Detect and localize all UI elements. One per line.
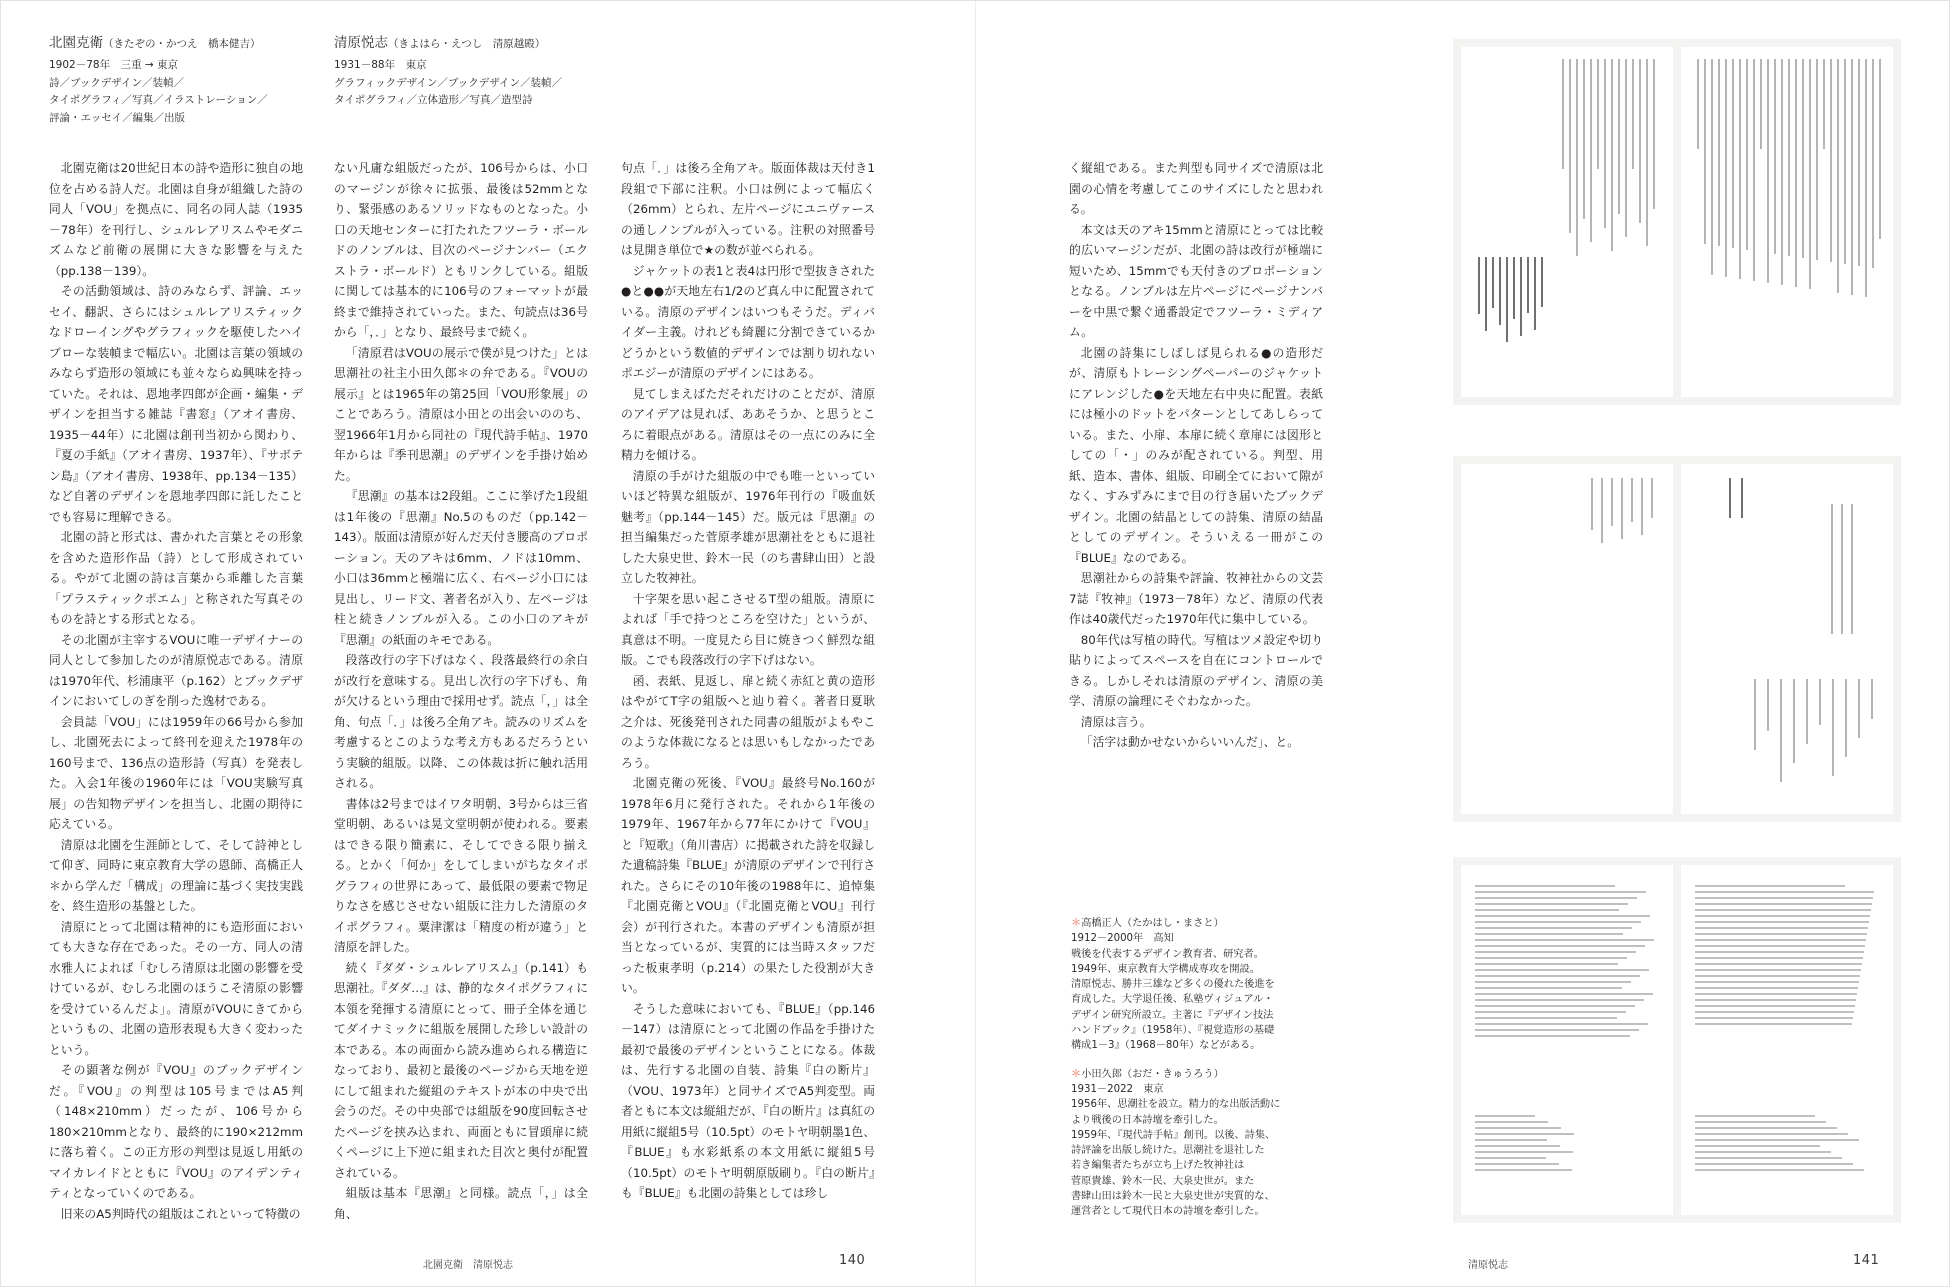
thumbnail-page-right [1681,865,1893,1215]
thumbnail-text-line [1795,59,1797,287]
thumbnail-text-line [1739,59,1741,279]
bio-kiyohara [334,33,562,110]
body-paragraph: ない凡庸な組版だったが、106号からは、小口のマージンが徐々に拡張、最後は52mmとなり、緊張感のあるソリッドなものとなった。小口の天地センターに打たれたフツーラ・ボールドのノンブルは、目次のページナンバー（エクストラ・ボールド）ともリンクしている。組版に関しては基本的に106号のフォーマットが最終まで維持されていった。また、句読点は36号から「，．」となり、最終号まで続く。 [334,161,588,339]
thumbnail-text-line [1872,59,1874,268]
body-column-3 [621,158,875,1204]
thumbnail-text-line [1591,478,1593,530]
footnotes [1071,916,1281,1233]
thumbnail-text-line [1695,1005,1855,1007]
thumbnail-text-line [1695,1151,1831,1153]
thumbnail-text-line [1858,59,1860,266]
thumbnail-text-line [1754,679,1756,750]
thumbnail-text-line [1851,504,1853,634]
thumbnail-text-line [1819,679,1821,725]
body-paragraph: 清原の手がけた組版の中でも唯一といっていいほど特異な組版が、1976年刊行の『吸血妖魅考』（pp.144－145）だ。版元は『思潮』の担当編集だった菅原孝雄が思潮社をともに退社した大泉史世、鈴木一民（のち書肆山田）と設立した牧神社。 [621,468,875,585]
thumbnail-text-line [1780,679,1782,782]
thumbnail-text-line [1816,59,1818,260]
thumbnail-text-line [1695,1163,1853,1165]
thumbnail-text-line [1695,993,1857,995]
thumbnail-text-line [1475,1151,1573,1153]
thumbnail-text-line [1845,679,1847,757]
body-paragraph: 「清原君はVOUの展示で僕が見つけた」とは思潮社の社主小田久郎＊の弁である。『VOUの展示』とは1965年の第25回「VOU形象展」のことであろう。清原は小田との出会いののち、翌1966年1月から同社の『現代詩手帖』、1970年からは『季刊思潮』のデザインを手掛け始めた。 [334,345,588,483]
thumbnail-text-line [1802,59,1804,258]
thumbnail-text-line [1475,993,1653,995]
thumbnail-text-line [1879,59,1881,239]
page-number-left: 140 [839,1253,866,1268]
thumbnail-text-line [1831,504,1833,634]
thumbnail-text-line [1753,59,1755,281]
body-paragraph: 北園克衛の死後、『VOU』最終号No.160が1978年6月に発行された。それから1年後の1979年、1967年から77年にかけて『VOU』と『短歌』（角川書店）に掲載された詩を収録した遺稿詩集『BLUE』が清原のデザインで刊行された。さらにその10年後の1988年に、追悼集『北園克衛とVOU』（『北園克衛とVOU』刊行会）が刊行された。本書のデザインも清原が担当となっているが、実質的には当時スタッフだった板東孝明（p.214）の果たした役割が大きい。 [621,776,875,995]
body-paragraph: 十字架を思い起こさせるT型の組版。清原によれば「手で持つところを空けた」というが、真意は不明。一度見たら目に焼きつく鮮烈な組版。こでも段落改行の字下げはない。 [621,591,875,667]
thumbnail-text-line [1590,59,1592,242]
page-number-right: 141 [1853,1253,1880,1268]
thumbnail-text-line [1871,679,1873,719]
thumbnail-text-line [1562,59,1564,169]
body-paragraph: 書体は2号まではイワタ明朝、3号からは三省堂明朝、あるいは晃文堂明朝が使われる。要素はできる限り簡素に、そしてできる限り揃える。とかく「何か」をしてしまいがちなタイポグラフィの世界にあって、最低限の要素で物足りなさを感じさせない組版に注力した清原のタイポグラフィ。粟津潔は「精度の桁が違う」と清原を評した。 [334,796,588,954]
thumbnail-text-line [1695,1127,1837,1129]
thumbnail-text-line [1695,957,1863,959]
thumbnail-text-line [1475,1029,1639,1031]
running-head-left: 北園克衛 清原悦志 [423,1260,513,1271]
thumbnail-kyuketsu-spread [1453,857,1901,1223]
thumbnail-text-line [1499,257,1501,325]
body-paragraph: 本文は天のアキ15mmと清原にとっては比較的広いマージンだが、北園の詩は改行が極端に短いため、15mmでも天付きのプロポーションとなる。ノンブルは左片ページにページナンバーを中黒で繋ぐ通番設定でフツーラ・ミディアム。 [1069,222,1323,339]
bio-line: グラフィックデザイン／ブックデザイン／装幀／ [334,76,562,89]
body-paragraph: 清原にとって北園は精神的にも造形面においても大きな存在であった。その一方、同人の清水雅人によれば「むしろ清原は北園の影響を受けているが、むしろ北園のほうこそ清原の影響を受けているんだよ」。清原がVOUにきてからというもの、北園の造形表現も大きく変わったという。 [49,919,303,1057]
thumbnail-text-line [1651,478,1653,518]
thumbnail-text-line [1475,903,1628,905]
thumbnail-text-line [1695,885,1845,887]
thumbnail-text-line [1475,927,1632,929]
thumbnail-text-line [1618,59,1620,214]
thumbnail-text-line [1729,478,1731,518]
thumbnail-text-line [1541,257,1543,307]
thumbnail-text-line [1475,909,1619,911]
thumbnail-text-line [1806,679,1808,744]
thumbnail-text-line [1767,59,1769,283]
thumbnail-text-line [1718,59,1720,246]
thumbnail-text-line [1695,1169,1864,1171]
thumbnail-text-line [1841,504,1843,634]
thumbnail-text-line [1475,1145,1560,1147]
thumbnail-dada-spread [1453,456,1901,822]
thumbnail-text-line [1475,885,1615,887]
body-paragraph: 組版は基本『思潮』と同様。読点「，」は全角、 [334,1186,588,1221]
thumbnail-text-line [1601,478,1603,543]
thumbnail-text-line [1695,1145,1820,1147]
footnote-takahashi: ＊高橋正人（たかはし・まさと） 1912－2000年 高知 戦後を代表するデザイン教育者、研究者。 1949年、東京教育大学構成専攻を開設。 清原悦志、勝井三雄など多くの優れた後進を 育成した。大学退任後、私塾ヴィジュアル・ デザイン研究所設立。主著に『デザイン技法 ハンドブック』（1958年）、『視覚造形の基礎 構成1－3』（1968－80年）などがある。 [1071,918,1275,1052]
body-paragraph: ジャケットの表1と表4は円形で型抜きされた●と●●が天地左右1/2のど真ん中に配置されている。清原のデザインはいつもそうだ。ディバイダー主義。けれども綺麗に分割できているかどうかという数値的デザインでは割り切れないポエジーが清原のデザインにはある。 [621,263,875,380]
thumbnail-text-line [1695,1011,1854,1013]
thumbnail-text-line [1475,891,1646,893]
thumbnail-text-line [1475,975,1640,977]
thumbnail-text-line [1639,59,1641,223]
thumbnail-text-line [1695,987,1858,989]
thumbnail-text-line [1646,59,1648,246]
thumbnail-text-line [1475,915,1650,917]
thumbnail-text-line [1695,1133,1848,1135]
body-paragraph: その顕著な例が『VOU』のブックデザインだ。『VOU』の判型は105号まではA5判（148×210mm）だったが、106号から180×210mmとなり、最終的に190×212mmに落ち着く。この正方形の判型は見返し用紙のマイカレイドとともに『VOU』のアイデンティティとなっていくのである。 [49,1063,303,1200]
body-paragraph: その活動領域は、詩のみならず、評論、エッセイ、翻訳、さらにはシュルレアリスティックなドローイングやグラフィックを駆使したハイブローな装幀まで幅広い。北園は言葉の領域のみならず造形の領域にも並々ならぬ興味を持っていた。それは、恩地孝四郎が企画・編集・デザインを担当する雑誌『書窓』（アオイ書房、1935－44年）に北園は創刊当初から関わり、『夏の手紙』（アオイ書房、1937年）、『サボテン島』（アオイ書房、1938年、pp.134－135）など自著のデザインを恩地孝四郎に託したことでも容易に理解できる。 [49,284,303,524]
thumbnail-text-line [1695,981,1859,983]
thumbnail-text-line [1788,59,1790,256]
thumbnail-text-line [1475,1139,1547,1141]
thumbnail-text-line [1741,478,1743,518]
thumbnail-text-line [1695,1023,1852,1025]
body-paragraph: 北園克衛は20世紀日本の詩や造形に独自の地位を占める詩人だ。北園は自身が組織した詩の同人「VOU」を拠点に、同名の同人誌（1935－78年）を刊行し、シュルレアリスムやモダニズムなど前衛の展開に大きな影響を与えた（pp.138－139）。 [49,161,303,278]
thumbnail-text-line [1695,1115,1815,1117]
thumbnail-text-line [1837,59,1839,293]
thumbnail-text-line [1475,1163,1559,1165]
body-paragraph: 句点「．」は後ろ全角アキ。版面体裁は天付き1段組で下部に注釈。小口は例によって幅広く（26mm）とられ、左片ページにユニヴァースの通しノンブルが入っている。注釈の対照番号は見開き単位で★の数が並べられる。 [621,161,875,257]
thumbnail-text-line [1725,59,1727,277]
thumbnail-text-line [1475,1005,1635,1007]
body-paragraph: 続く『ダダ・シュルレアリスム』（p.141）も思潮社。『ダダ…』は、静的なタイポグラフィに本領を発揮する清原にとって、冊子全体を通じてダイナミックに組版を展開した珍しい設計の本である。本の両面から読み進められる構造になっており、最初と最後のページから天地を逆にして組まれた縦組のテキストが本の中央で出会うのだ。その中央部では組版を90度回転させたページを挟み込まれ、両面ともに冒頭扉に続くページに上下逆に組まれた目次と奥付が配置されている。 [334,960,588,1180]
body-paragraph: 80年代は写植の時代。写植はツメ設定や切り貼りによってスペースを自在にコントロールできる。しかしそれは清原のデザイン、清原の美学、清原の論理にそぐわなかった。 [1069,632,1323,708]
thumbnail-text-line [1851,59,1853,295]
body-paragraph: 「活字は動かせないからいいんだ」、と。 [1080,735,1300,749]
thumbnail-text-line [1695,927,1868,929]
body-column-2 [334,158,588,1224]
thumbnail-text-line [1576,59,1578,256]
thumbnail-text-line [1611,478,1613,526]
thumbnail-text-line [1641,478,1643,535]
thumbnail-text-line [1475,1017,1617,1019]
thumbnail-text-line [1527,257,1529,313]
body-paragraph: 函、表紙、見返し、扉と続く赤紅と黄の造形はやがてT字の組版へと辿り着く。著者日夏耿之介は、死後発刊された同書の組版がよもやこのような体裁になるとは思いもしなかったであろう。 [621,673,875,770]
body-paragraph: 段落改行の字下げはなく、段落最終行の余白が改行を意味する。見出し次行の字下げも、角が欠けるという理由で採用せず。読点「，」は全角、句点「．」は後ろ全角アキ。読みのリズムを考慮するとこのような考え方もあるだろうという実験的組版。以降、この体裁は折に触れ活用される。 [334,653,588,790]
thumbnail-text-line [1475,921,1641,923]
thumbnail-text-line [1631,478,1633,522]
thumbnail-shicho-spread [1453,39,1901,405]
thumbnail-text-line [1767,679,1769,731]
thumbnail-text-line [1475,1169,1572,1171]
thumbnail-text-line [1844,59,1846,264]
thumbnail-text-line [1583,59,1585,219]
thumbnail-text-line [1475,1035,1630,1037]
thumbnail-text-line [1695,897,1873,899]
thumbnail-text-line [1475,1133,1574,1135]
thumbnail-text-line [1858,679,1860,738]
body-paragraph: 清原は言う。 [1080,714,1152,729]
thumbnail-text-line [1475,897,1637,899]
thumbnail-text-line [1475,1121,1548,1123]
thumbnail-text-line [1781,59,1783,285]
bio-line: 1902－78年 三重 → 東京 [49,59,179,71]
thumbnail-text-line [1475,1115,1535,1117]
thumbnail-text-line [1513,257,1515,319]
body-paragraph: 清原は北園を生涯師として、そして詩神として仰ぎ、同時に東京教育大学の恩師、高橋正人＊から学んだ「構成」の理論に基づく実技実践を、終生造形の基盤とした。 [49,837,303,913]
thumbnail-text-line [1653,59,1655,209]
thumbnail-text-line [1823,59,1825,149]
bio-line: 評論・エッセイ／編集／出版 [49,111,185,124]
bio-line: タイポグラフィ／立体造形／写真／造型詩 [334,94,533,106]
thumbnail-text-line [1632,59,1634,169]
thumbnail-text-line [1695,963,1862,965]
thumbnail-text-line [1604,59,1606,228]
thumbnail-text-line [1569,59,1571,233]
thumbnail-text-line [1832,679,1834,776]
thumbnail-text-line [1625,59,1627,237]
thumbnail-text-line [1520,257,1522,336]
bio-line: 詩／ブックデザイン／装幀／ [49,76,185,89]
thumbnail-text-line [1478,257,1480,314]
thumbnail-text-line [1695,1157,1842,1159]
body-paragraph: 北園の詩と形式は、書かれた言葉とその形象を含めた造形作品（詩）として形成されている。やがて北園の詩は言葉から乖離した言葉「プラスティックポエム」と称された写真そのものを詩とする形式となる。 [49,530,303,626]
body-paragraph: 『思潮』の基本は2段組。ここに挙げた1段組は1年後の『思潮』No.5のものだ（pp.142－143）。版面は清原が好んだ天付き腰高のプロポーション。天のアキは6mm、ノドは10mm、小口は36mmと極端に広く、右ページ小口には見出し、リード文、著者名が入り、左ページは柱と続きノンブルが入る。この小口のアキが『思潮』の紙面のキモである。 [334,489,588,647]
thumbnail-page-left [1461,865,1673,1215]
body-paragraph: 北園の詩集にしばしば見られる●の造形だが、清原もトレーシングペーパーのジャケットにアレンジした●を天地左右中央に配置。表紙には極小のドットをパターンとしてあしらっている。また、小扉、本扉に続く章扉には図形としての「・」のみが配されている。判型、用紙、造本、書体、組版、印刷全てにおいて隙がなく、すみずみにまで目の行き届いたブックデザイン。北園の結晶としての詩集、清原の結晶としてのデザイン。そういえる一冊がこの『BLUE』なのである。 [1069,345,1323,565]
thumbnail-text-line [1475,981,1631,983]
thumbnail-text-line [1475,939,1654,941]
thumbnail-text-line [1695,891,1874,893]
thumbnail-text-line [1732,59,1734,248]
thumbnail-text-line [1475,1127,1561,1129]
thumbnail-text-line [1611,59,1613,251]
thumbnail-text-line [1492,257,1494,308]
thumbnail-text-line [1475,945,1645,947]
thumbnail-text-line [1695,939,1866,941]
thumbnail-text-line [1695,909,1871,911]
bio-name: 北園克衛（きたぞの・かつえ 橋本健吉） [49,35,261,51]
body-paragraph: く縦組である。また判型も同サイズで清原は北園の心情を考慮してこのサイズにしたと思われる。 [1069,161,1323,216]
body-paragraph: 見てしまえばただそれだけのことだが、清原のアイデアは見れば、ああそうか、と思うところに着眼点がある。清原はその一点にのみに全精力を傾ける。 [621,386,875,462]
body-column-1 [49,158,303,1224]
thumbnail-text-line [1475,1023,1648,1025]
bio-line: タイポグラフィ／写真／イラストレーション／ [49,94,268,106]
thumbnail-text-line [1475,963,1618,965]
thumbnail-text-line [1774,59,1776,254]
thumbnail-page-left [1461,464,1673,814]
bio-line: 1931－88年 東京 [334,59,427,71]
thumbnail-text-line [1695,975,1860,977]
thumbnail-text-line [1695,999,1856,1001]
thumbnail-text-line [1597,59,1599,169]
thumbnail-text-line [1475,1011,1626,1013]
thumbnail-text-line [1695,1017,1853,1019]
thumbnail-text-line [1746,59,1748,250]
thumbnail-text-line [1475,933,1623,935]
thumbnail-text-line [1711,59,1713,275]
bio-name: 清原悦志（きよはら・えつし 清原越殿） [334,35,546,51]
thumbnail-text-line [1865,59,1867,297]
thumbnail-text-line [1695,915,1870,917]
thumbnail-text-line [1695,933,1867,935]
thumbnail-text-line [1475,957,1627,959]
thumbnail-text-line [1695,921,1869,923]
thumbnail-text-line [1830,59,1832,262]
thumbnail-text-line [1793,679,1795,763]
thumbnail-page-left [1461,47,1673,397]
thumbnail-text-line [1704,59,1706,244]
footnote-oda: ＊小田久郎（おだ・きゅうろう） 1931－2022 東京 1956年、思潮社を設立。精力的な出版活動に より戦後の日本詩壇を牽引した。 1959年、『現代詩手帖』創刊。以後、詩集、 詩評論を出版し続けた。思潮社を退社した 若き編集者たちが立ち上げた牧神社は 菅原貴雄、鈴木一民、大泉史世が。また 書肆山田は鈴木一民と大泉史世が実質的な、 運営者として現代日本の詩壇を牽引した。 [1071,1068,1281,1218]
thumbnail-page-right [1681,464,1893,814]
body-paragraph: 思潮社からの詩集や評論、牧神社からの文芸7誌『牧神』（1973－78年）など、清原の代表作は40歳代だった1970年代に集中している。 [1069,571,1323,626]
thumbnail-text-line [1695,1139,1859,1141]
thumbnail-text-line [1475,969,1649,971]
thumbnail-text-line [1695,945,1865,947]
body-paragraph: 旧来のA5判時代の組版はこれといって特徴の [60,1206,301,1221]
thumbnail-text-line [1621,478,1623,539]
body-paragraph: 会員誌「VOU」には1959年の66号から参加し、北園死去によって終刊を迎えた1978年の160号まで、136点の造形詩（写真）を発表した。入会1年後の1960年には「VOU実験写真展」の告知物デザインを担当し、北園の期待に応えている。 [49,714,303,831]
thumbnail-text-line [1697,59,1699,149]
thumbnail-text-line [1475,951,1636,953]
thumbnail-text-line [1475,1157,1546,1159]
body-column-4 [1069,158,1323,753]
thumbnail-text-line [1695,1121,1826,1123]
thumbnail-text-line [1809,59,1811,289]
thumbnail-text-line [1475,987,1622,989]
bio-kitasono [49,33,268,127]
running-head-right: 清原悦志 [1468,1260,1508,1271]
thumbnail-text-line [1475,999,1644,1001]
thumbnail-text-line [1695,951,1864,953]
thumbnail-text-line [1506,257,1508,342]
thumbnail-text-line [1695,969,1861,971]
thumbnail-text-line [1760,59,1762,149]
thumbnail-text-line [1534,257,1536,330]
body-paragraph: そうした意味においても、『BLUE』（pp.146－147）は清原にとって北園の作品を手掛けた最初で最後のデザインということになる。体裁は、先行する北園の自装、詩集『白の断片』（VOU、1973年）と同サイズでA5判変型。両者ともに本文は縦組だが、『白の断片』は真紅の用紙に縦組5号（10.5pt）のモトヤ明朝墨1色、『BLUE』も水彩紙系の本文用紙に縦組5号（10.5pt）のモトヤ明朝原版刷り。『白の断片』も『BLUE』も北園の詩集としては珍し [621,1001,875,1200]
thumbnail-page-right [1681,47,1893,397]
thumbnail-text-line [1485,257,1487,331]
gutter [975,1,976,1287]
thumbnail-text-line [1695,903,1872,905]
body-paragraph: その北園が主宰するVOUに唯一デザイナーの同人として参加したのが清原悦志である。清原は1970年代、杉浦康平（p.162）とブックデザインにおいてしのぎを削った逸材である。 [49,632,303,708]
